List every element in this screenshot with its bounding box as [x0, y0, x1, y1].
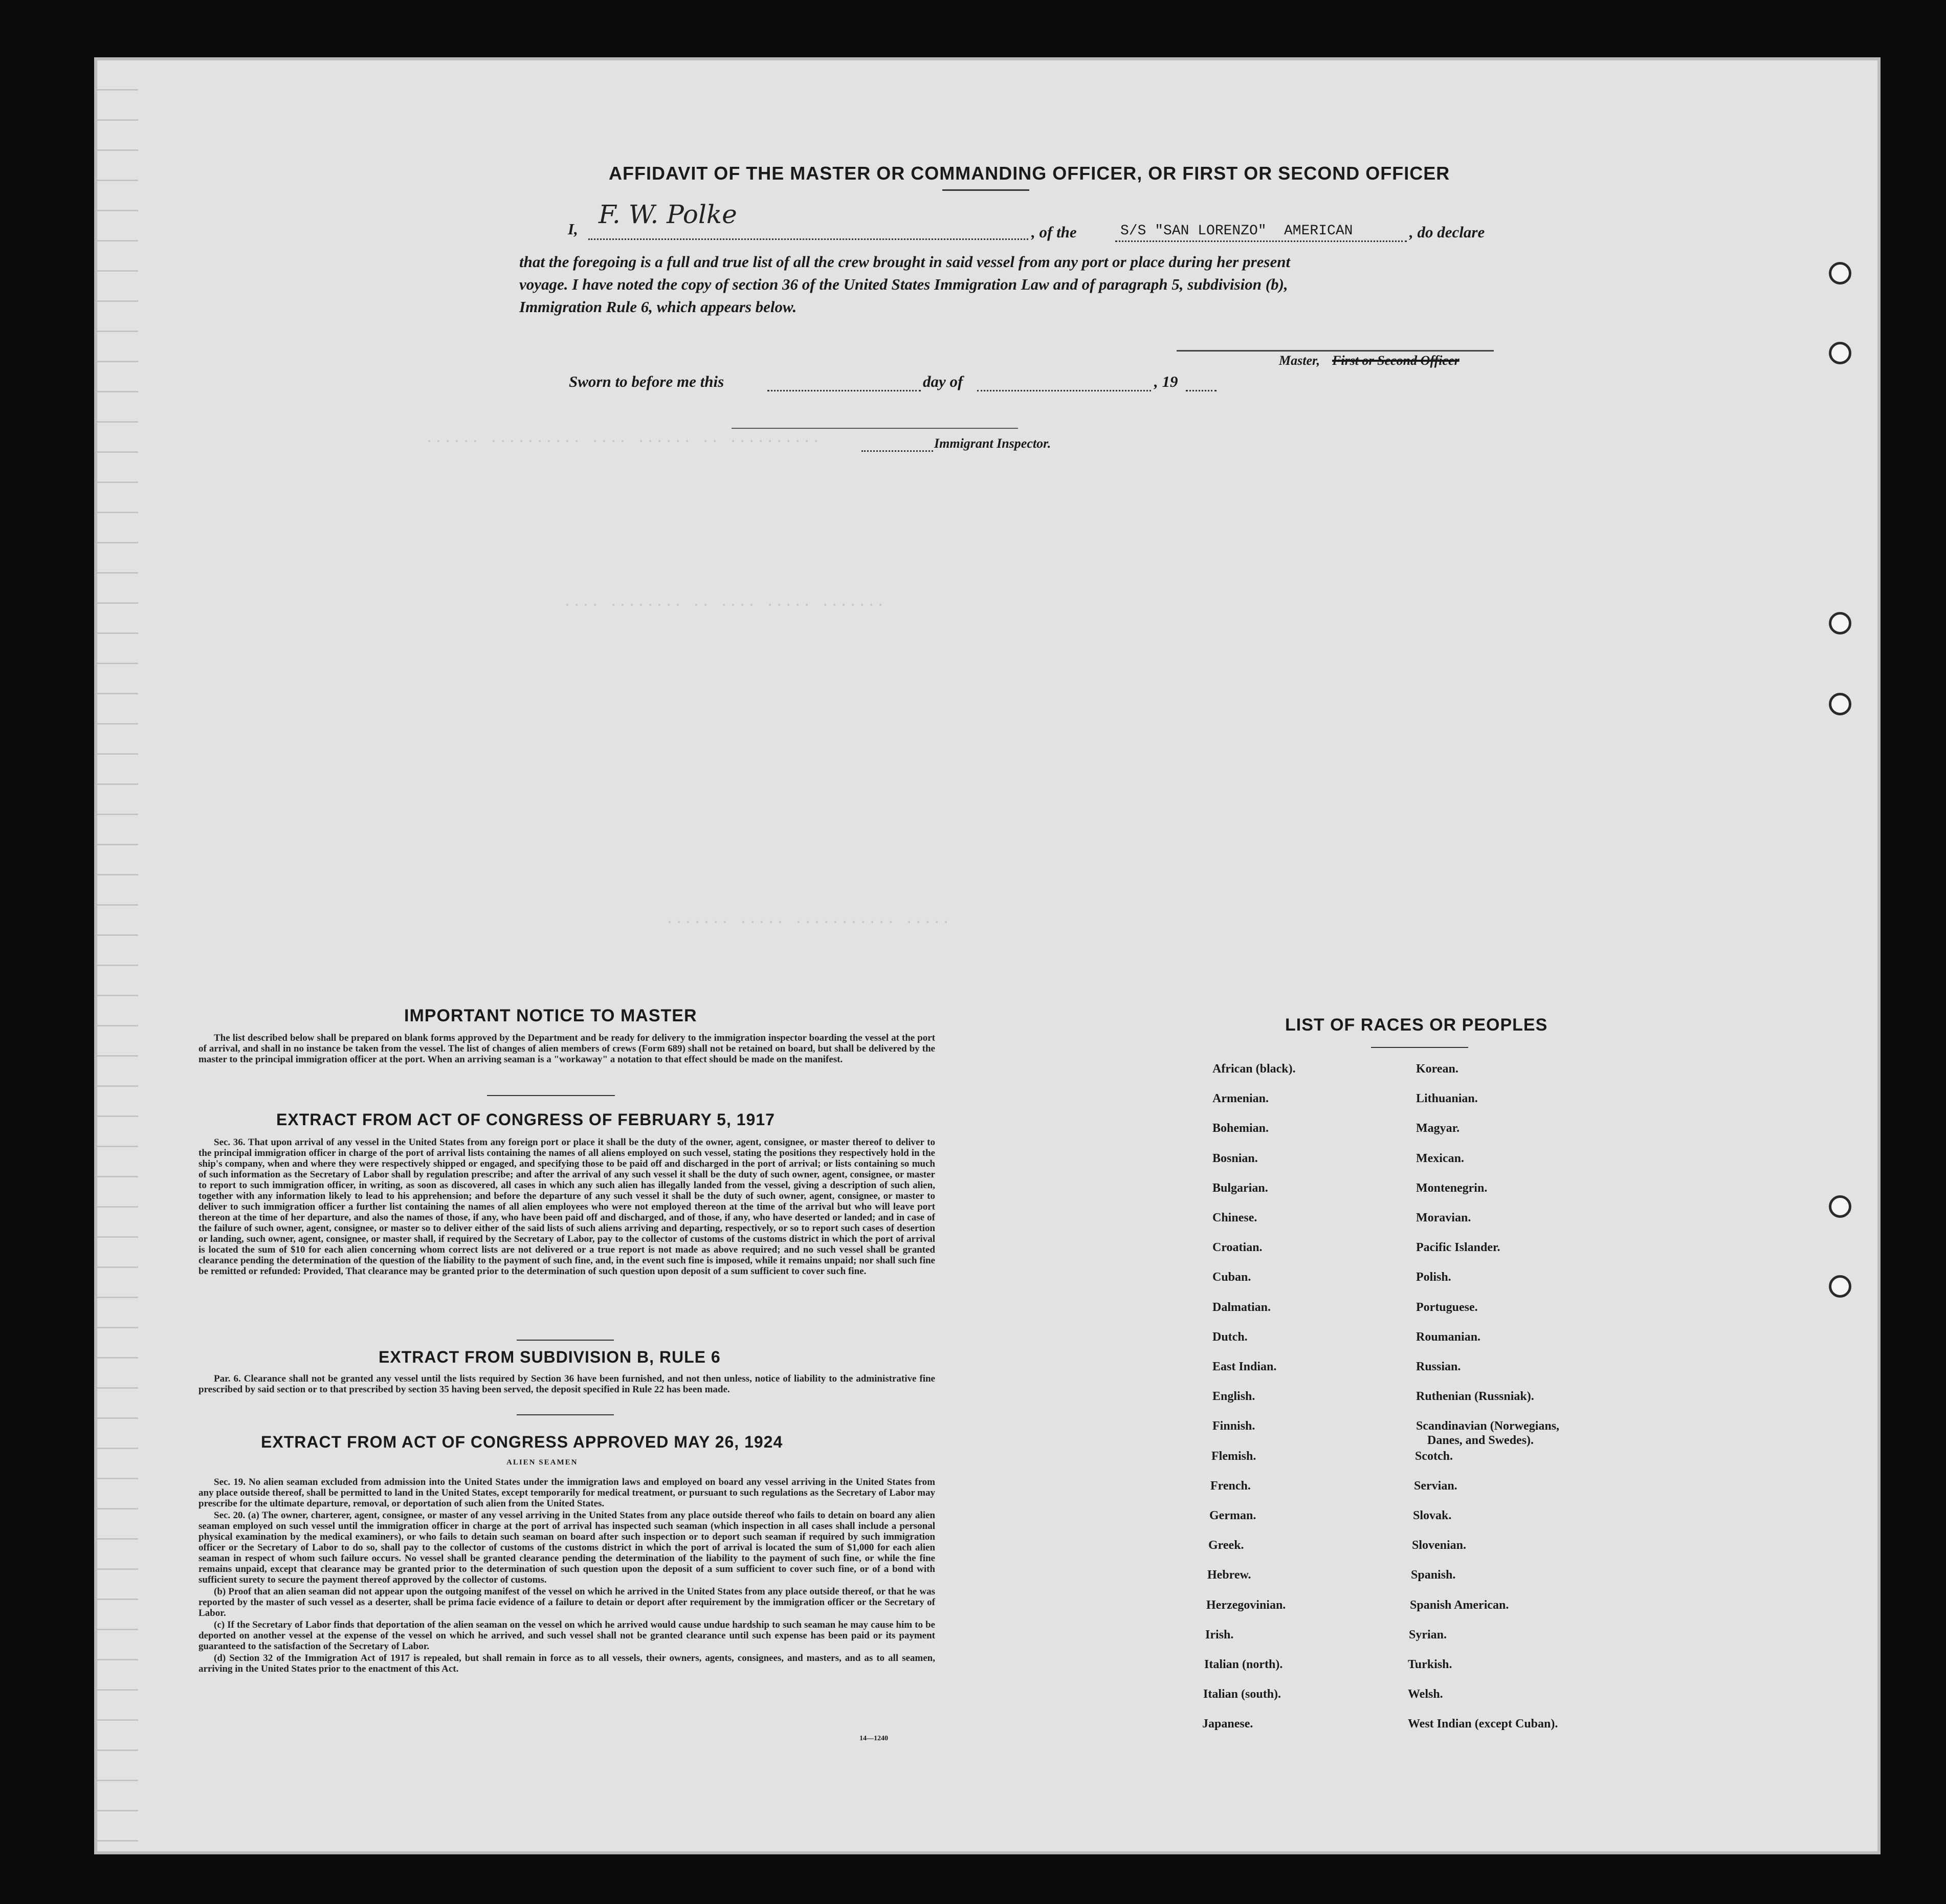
race-item: Dutch. — [1212, 1330, 1248, 1344]
race-item: Slovenian. — [1412, 1539, 1467, 1552]
race-item: Montenegrin. — [1416, 1181, 1488, 1195]
master-label: Master, — [1279, 353, 1320, 368]
affidavit-line-4: Immigration Rule 6, which appears below. — [519, 298, 797, 316]
divider — [517, 1340, 614, 1341]
notice-text — [198, 1033, 935, 1066]
notice-paragraph: The list described below shall be prepared on blank forms approved by the Department and be ready for delivery to the immigration inspector boarding the vessel at the port of arrival, and shall in no instance be taken from the vessel. The list of changes of alien members of crews (Form 689) shall not be retained on board, but shall be delivered by the master to the principal immigration officer at the port. When an arriving seaman is a "workaway" a notation to that effect should be made on the manifest. — [198, 1033, 935, 1065]
do-declare-label: , do declare — [1409, 223, 1485, 241]
sec-20a-paragraph: Sec. 20. (a) The owner, charterer, agent, consignee, or master of any vessel arriving in the United States from any place outside thereof who fails to detain on board any alien seaman employed on such vessel until the immigration officer in charge at the port of arrival has inspected such seaman (which inspection in all cases shall include a personal physical examination by the medical examiners), or who fails to detain such seaman on board after such inspection or to deport such seaman if required by such immigration officer or the Secretary of Labor to do so, shall pay to the collector of customs of the customs district in which the port of arrival is located the sum of $1,000 for each alien seaman in respect of whom such failure occurs. No vessel shall be granted clearance pending the determination of the liability to the payment of such fine, or while the fine remains unpaid, except that clearance may be granted prior to the determination of such question upon the deposit of a sum sufficient to cover such fine, or of a bond with sufficient surety to secure the payment thereof approved by the collector of customs. — [198, 1510, 935, 1585]
alien-seamen-subtitle: ALIEN SEAMEN — [506, 1458, 578, 1467]
race-item: Moravian. — [1416, 1211, 1471, 1224]
race-item: Roumanian. — [1416, 1330, 1481, 1344]
of-the-label: , of the — [1031, 223, 1077, 241]
inspector-label: Immigrant Inspector. — [934, 436, 1051, 451]
race-item: Finnish. — [1212, 1419, 1255, 1433]
race-item: Scandinavian (Norwegians, — [1416, 1419, 1560, 1433]
divider — [517, 1414, 614, 1415]
race-item: German. — [1209, 1509, 1256, 1522]
extract-rule6-text — [198, 1373, 935, 1396]
extract-1917-paragraph: Sec. 36. That upon arrival of any vessel in the United States from any foreign port or place it shall be the duty of the owner, agent, consignee, or master thereof to deliver to the principal immigration officer in charge of the port of arrival lists containing the names of all aliens employed on such vessel, stating the positions they respectively hold in the ship's company, when and where they were respectively shipped or engaged, and specifying those to be paid off and discharged in the port of arrival; or lists containing so much of such information as the Secretary of Labor shall by regulation prescribe; and after the arrival of any such vessel it shall be the duty of such owner, agent, consignee, or master to report to such immigration officer, in writing, as soon as discovered, all cases in which any such alien has illegally landed from the vessel, giving a description of such alien, together with any information likely to lead to his apprehension; and before the departure of any such vessel it shall be the duty of such owner, agent, consignee, or master to deliver to such immigration officer a further list containing the names of all alien employees who were not employed thereon at the time of the arrival but who will leave port thereon at the time of her departure, and also the names of those, if any, who have been paid off and discharged, and of those, if any, who have deserted or landed; and in case of the failure of such owner, agent, consignee, or master so to deliver either of the said lists of such aliens arriving and departing, respectively, or so to report such cases of desertion or landing, such owner, agent, consignee, or master shall, if required by the Secretary of Labor, pay to the collector of customs of the customs district in which the port of arrival is located the sum of $10 for each alien concerning whom correct lists are not delivered or a true report is not made as above required; and no such vessel shall be granted clearance pending the determination of the question of the liability to the payment of such fine, and, in the event such fine is imposed, while it remains unpaid; nor shall such fine be remitted or refunded: Provided, That clearance may be granted prior to the determination of such question upon deposit of a sum sufficient to cover such fine. — [198, 1137, 935, 1277]
title-underline — [942, 189, 1029, 191]
affidavit-title: AFFIDAVIT OF THE MASTER OR COMMANDING OFFICER, OR FIRST OR SECOND OFFICER — [609, 163, 1450, 184]
binder-hole-icon — [1829, 1275, 1851, 1298]
race-item: Pacific Islander. — [1416, 1241, 1500, 1255]
form-number: 14—1240 — [859, 1735, 888, 1742]
race-item: Magyar. — [1416, 1122, 1460, 1135]
race-item: Portuguese. — [1416, 1300, 1478, 1314]
race-item: French. — [1210, 1479, 1251, 1493]
notice-title: IMPORTANT NOTICE TO MASTER — [404, 1006, 697, 1025]
binder-hole-icon — [1829, 262, 1851, 284]
race-item: Scotch. — [1415, 1449, 1453, 1463]
race-item: Danes, and Swedes). — [1427, 1434, 1534, 1448]
race-item: Greek. — [1208, 1539, 1244, 1552]
struck-officer-label: First or Second Officer — [1332, 353, 1460, 368]
bleed-through-text: ...... .......... .... ...... .. .......... — [425, 430, 821, 447]
race-item: Russian. — [1416, 1360, 1461, 1373]
race-item: Ruthenian (Russniak). — [1416, 1390, 1534, 1404]
race-item: Japanese. — [1202, 1717, 1253, 1731]
divider — [487, 1095, 615, 1096]
race-item: African (black). — [1212, 1062, 1296, 1076]
year-prefix-label: , 19 — [1154, 373, 1178, 390]
race-item: Bosnian. — [1212, 1151, 1258, 1165]
signer-signature: F. W. Polke — [599, 200, 737, 229]
race-item: Herzegovinian. — [1206, 1598, 1286, 1612]
race-item: Spanish American. — [1410, 1598, 1509, 1612]
race-item: Croatian. — [1212, 1241, 1263, 1255]
extract-rule6-title: EXTRACT FROM SUBDIVISION B, RULE 6 — [379, 1348, 721, 1366]
binder-hole-icon — [1829, 1195, 1851, 1218]
extract-1924-title: EXTRACT FROM ACT OF CONGRESS APPROVED MAY 26, 1924 — [261, 1433, 783, 1451]
sec-19-paragraph: Sec. 19. No alien seaman excluded from admission into the United States under the immigration laws and employed on board any vessel arriving in the United States from any place outside thereof, shall be permitted to land in the United States, except temporarily for medical treatment, or pursuant to such regulations as the Secretary of Labor may prescribe for the ultimate departure, removal, or deportation of such alien from the United States. — [198, 1477, 935, 1509]
race-item: West Indian (except Cuban). — [1408, 1717, 1558, 1731]
race-item: Flemish. — [1211, 1449, 1256, 1463]
race-item: Armenian. — [1212, 1092, 1269, 1106]
race-item: Bohemian. — [1212, 1122, 1269, 1135]
sworn-day-line — [767, 390, 921, 391]
races-title: LIST OF RACES OR PEOPLES — [1285, 1015, 1548, 1035]
race-item: Cuban. — [1212, 1271, 1251, 1284]
race-item: Spanish. — [1411, 1568, 1456, 1582]
sec-20d-paragraph: (d) Section 32 of the Immigration Act of 1917 is repealed, but shall remain in force as to all vessels, their owners, agents, consignees, and masters, and as to all seamen, arriving in the United States prior to the enactment of this Act. — [198, 1653, 935, 1674]
race-item: Mexican. — [1416, 1151, 1464, 1165]
race-item: Italian (south). — [1203, 1688, 1281, 1701]
i-label: I, — [568, 220, 578, 238]
day-of-label: day of — [923, 373, 963, 390]
race-item: Italian (north). — [1204, 1658, 1283, 1671]
race-item: Bulgarian. — [1212, 1181, 1268, 1195]
signer-line — [588, 238, 1028, 240]
bleed-through-text: ....... ..... ........... ..... — [665, 911, 951, 928]
race-item: Chinese. — [1212, 1211, 1257, 1224]
race-item: Slovak. — [1413, 1509, 1452, 1522]
race-item: Lithuanian. — [1416, 1092, 1478, 1106]
binder-hole-icon — [1829, 342, 1851, 364]
vessel-name: S/S "SAN LORENZO" — [1120, 223, 1267, 239]
ruled-margin — [97, 60, 138, 1851]
race-item: Welsh. — [1408, 1688, 1443, 1701]
vessel-nationality: AMERICAN — [1284, 223, 1353, 239]
race-item: English. — [1212, 1390, 1255, 1404]
affidavit-line-2: that the foregoing is a full and true list of all the crew brought in said vessel from any port or place during her present — [519, 253, 1291, 271]
race-item: Syrian. — [1409, 1628, 1447, 1642]
affidavit-line-3: voyage. I have noted the copy of section 36 of the United States Immigration Law and of paragraph 5, subdivision (b), — [519, 275, 1288, 293]
extract-1924-text — [198, 1477, 935, 1675]
sworn-label: Sworn to before me this — [569, 373, 724, 390]
race-item: Turkish. — [1408, 1658, 1452, 1671]
race-item: Polish. — [1416, 1271, 1451, 1284]
binder-hole-icon — [1829, 693, 1851, 715]
race-item: Hebrew. — [1207, 1568, 1251, 1582]
race-item: Korean. — [1416, 1062, 1458, 1076]
inspector-dotted-line — [861, 450, 933, 452]
race-item: Dalmatian. — [1212, 1300, 1271, 1314]
sec-20b-paragraph: (b) Proof that an alien seaman did not appear upon the outgoing manifest of the vessel on which he arrived in the United States from any place outside thereof, or that he was reported by the master of such vessel as a deserter, shall be prima facie evidence of a failure to detain or deport after requirement by the immigration officer or the Secretary of Labor. — [198, 1586, 935, 1618]
sworn-month-line — [977, 390, 1151, 391]
race-item: Servian. — [1414, 1479, 1457, 1493]
sec-20c-paragraph: (c) If the Secretary of Labor finds that deportation of the alien seaman on the vessel on which he arrived would cause undue hardship to such seaman he may cause him to be deported on another vessel at the expense of the vessel on which he arrived, and such vessel shall not be granted clearance until such expense has been paid or its payment guaranteed to the satisfaction of the Secretary of Labor. — [198, 1620, 935, 1652]
bleed-through-text: .... ........ .. .... ..... ....... — [563, 594, 886, 611]
extract-1917-text — [198, 1137, 935, 1278]
divider — [1371, 1047, 1468, 1048]
race-item: Irish. — [1205, 1628, 1234, 1642]
vessel-line — [1115, 240, 1407, 242]
extract-1917-title: EXTRACT FROM ACT OF CONGRESS OF FEBRUARY 5, 1917 — [276, 1110, 775, 1129]
master-signature-line — [1177, 350, 1494, 352]
sworn-year-line — [1186, 390, 1217, 391]
extract-rule6-paragraph: Par. 6. Clearance shall not be granted any vessel until the lists required by Section 36 have been furnished, and not then unless, notice of liability to the administrative fine prescribed by said section or to that prescribed by section 35 having been served, the deposit specified in Rule 22 has been made. — [198, 1373, 935, 1395]
inspector-signature-line — [732, 428, 1018, 429]
race-item: East Indian. — [1212, 1360, 1277, 1373]
binder-hole-icon — [1829, 612, 1851, 634]
